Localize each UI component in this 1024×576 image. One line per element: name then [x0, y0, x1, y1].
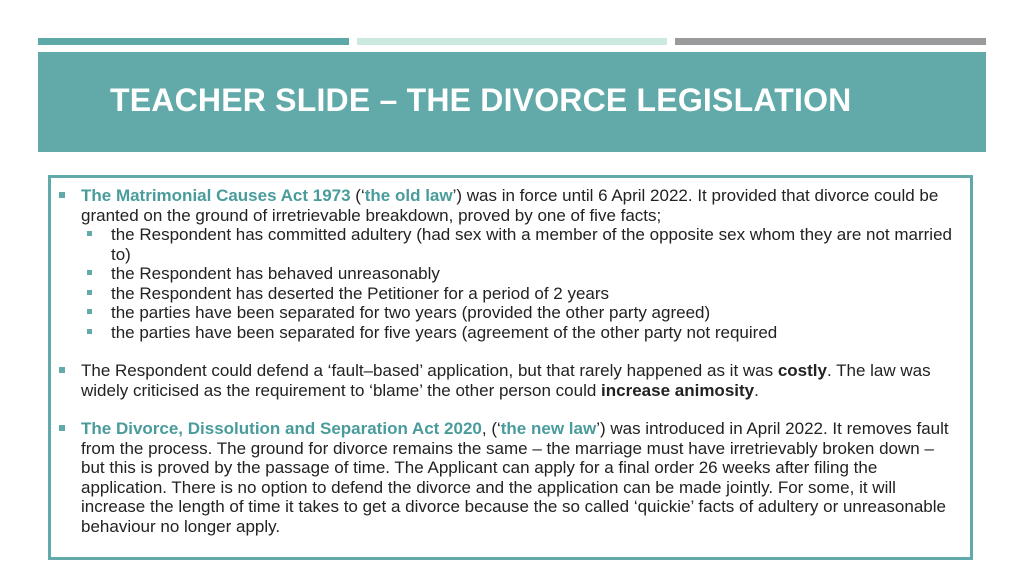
square-bullet-icon: [87, 309, 92, 314]
square-bullet-icon: [87, 270, 92, 275]
fact-text: the Respondent has committed adultery (had sex with a member of the opposite sex whom they are not married to): [111, 225, 952, 264]
law-nickname: the new law: [500, 419, 597, 438]
square-bullet-icon: [59, 367, 65, 373]
accent-stripe-teal: [38, 38, 349, 45]
emphasis: costly: [777, 361, 827, 380]
law-nickname: the old law: [364, 186, 453, 205]
act-name: The Matrimonial Causes Act 1973: [81, 186, 351, 205]
square-bullet-icon: [59, 425, 65, 431]
text: .: [754, 380, 759, 400]
fact-text: the Respondent has behaved unreasonably: [111, 264, 440, 283]
square-bullet-icon: [59, 192, 65, 198]
emphasis: increase animosity: [601, 380, 755, 400]
fact-text: the parties have been separated for two years (provided the other party agreed): [111, 303, 711, 322]
square-bullet-icon: [87, 290, 92, 295]
fact-text: the parties have been separated for five years (agreement of the other party not required: [111, 322, 778, 342]
text: . The law was widely criticised as the requirement to ‘blame’ the other person could: [81, 361, 931, 400]
text: The Respondent could defend a ‘fault–based’ application, but that rarely happened as it was: [81, 361, 778, 380]
square-bullet-icon: [87, 231, 92, 236]
accent-stripe-mint: [357, 38, 667, 45]
content-box: [48, 175, 973, 560]
text: , (‘: [481, 419, 501, 438]
accent-stripe-grey: [675, 38, 986, 45]
square-bullet-icon: [87, 329, 92, 334]
bullet-text: [81, 186, 960, 225]
bullet-text: [81, 419, 960, 536]
text: ’) was in force until 6 April 2022. It provided that divorce could be granted on the ground of irretrievable breakdown, proved by one of five facts;: [81, 186, 939, 225]
text: ’) was introduced in April 2022. It removes fault from the process. The ground for divorce remains the same – the marriage must have irretrievably broken down – but this is proved by the passage of time. The Applicant can apply for a final order 26 weeks after filing the application. There is no option to defend the divorce and the application can be made jointly. For some, it will increase the length of time it takes to get a divorce because the so called ‘quickie’ facts of adultery or unreasonable behaviour no longer apply.: [81, 419, 949, 536]
bullet-text: [81, 361, 960, 400]
act-name: The Divorce, Dissolution and Separation Act 2020: [81, 419, 482, 438]
text: (‘: [350, 186, 365, 205]
title-banner: [38, 52, 986, 152]
slide-title: TEACHER SLIDE – THE DIVORCE LEGISLATION: [110, 82, 852, 118]
fact-text: the Respondent has deserted the Petitioner for a period of 2 years: [111, 283, 610, 303]
